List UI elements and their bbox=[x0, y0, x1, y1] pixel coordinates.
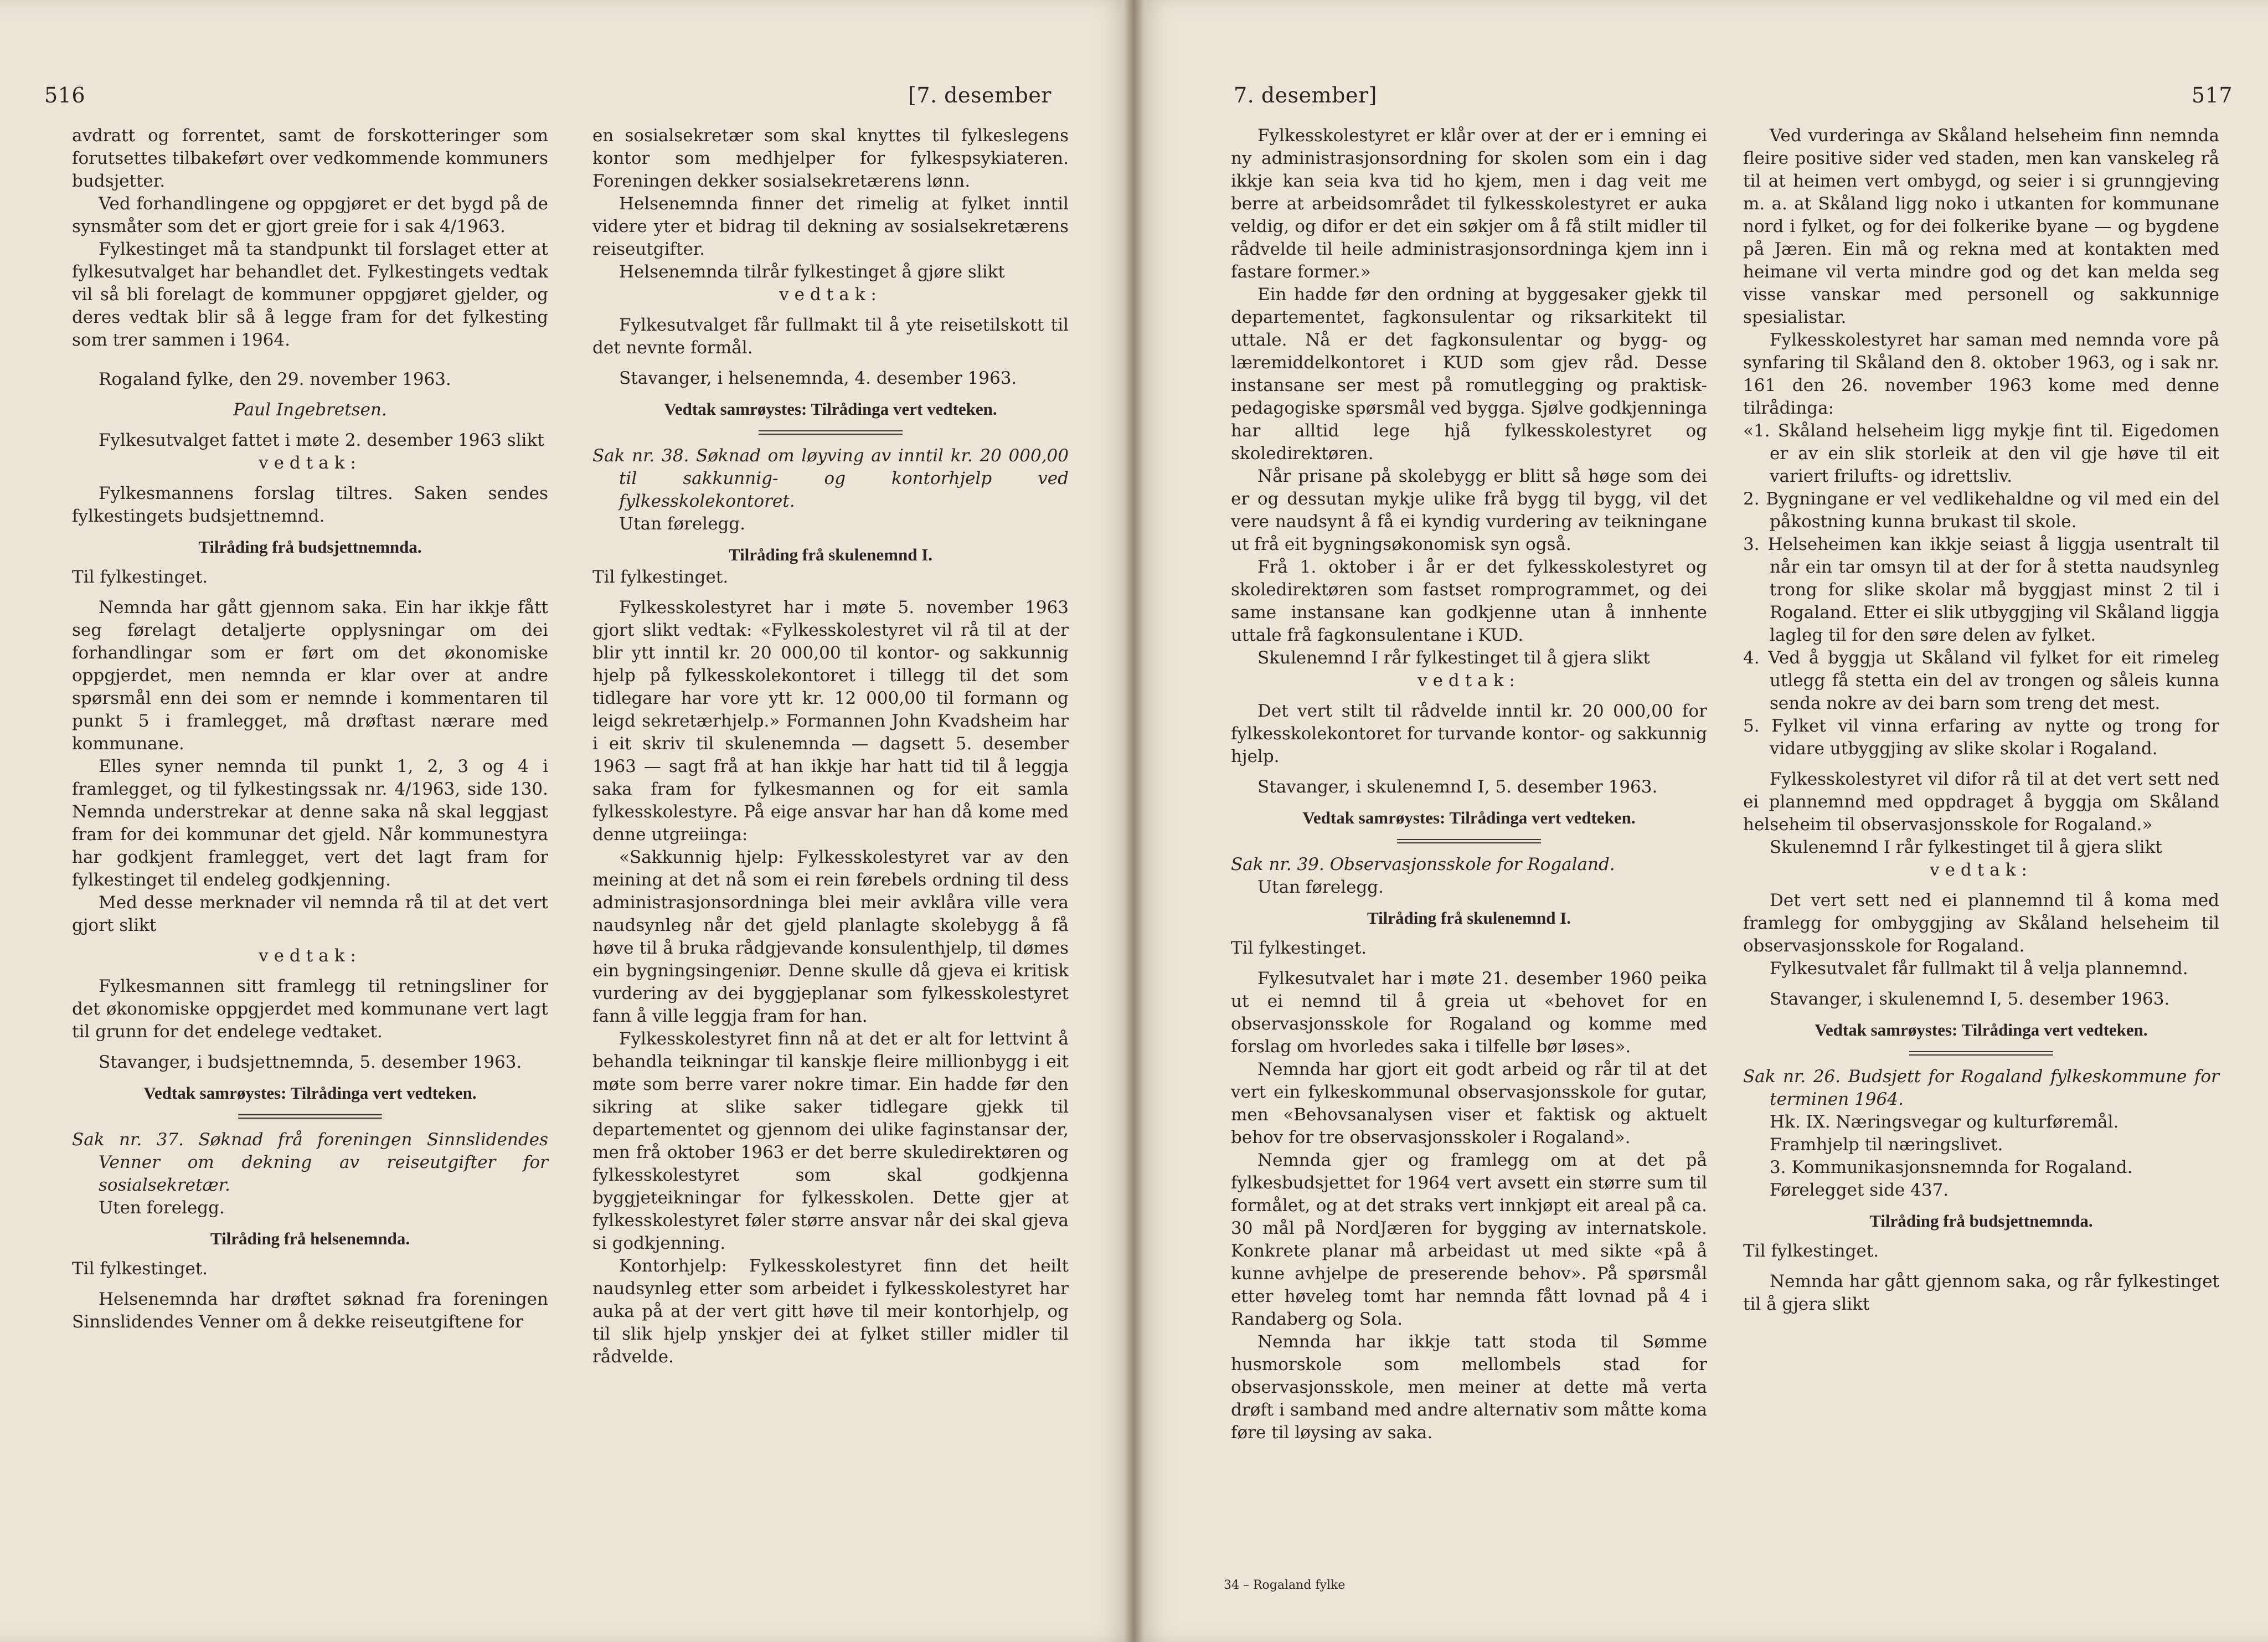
decision-line: Vedtak samrøystes: Tilrådinga vert vedteken. bbox=[1302, 808, 1636, 827]
running-head-left: [7. desember bbox=[908, 83, 1051, 107]
vedtak-heading: vedtak: bbox=[259, 453, 362, 473]
paragraph: Fylkesmannen sitt framlegg til retningsliner for det økonomiske oppgjerdet med kommunane vert lagt til grunn for det endelege vedtaket. bbox=[72, 976, 548, 1042]
section-heading: Tilråding frå helsenemnda. bbox=[210, 1229, 410, 1248]
paragraph: Framhjelp til næringslivet. bbox=[1770, 1135, 2003, 1155]
paragraph: Ein hadde før den ordning at byggesaker gjekk til departementet, fagkonsulentar og riksarkitekt til uttale. Nå er det fagkonsulentar og bygg- og læremiddelkontoret i KUD som gjev råd. Desse instansane ser mest på romutlegging og praktisk-pedagogiske spørsmål ved bygga. Sjølve godkjenninga har alltid lege hjå fylkesskolestyret og skoledirektøren. bbox=[1231, 285, 1707, 464]
list-item: «1. Skåland helseheim ligg mykje fint til. Eigedomen er av ein slik storleik at den vil gje høve til eit variert frilufts- og idrettsliv. bbox=[1743, 421, 2219, 486]
paragraph: Fylkesutvalet har i møte 21. desember 1960 peika ut ei nemnd til å greia ut «behovet for en observasjonsskole for Rogaland og komme med forslag om hvorledes saka i tilfelle bør løses». bbox=[1231, 969, 1707, 1057]
list-item: 5. Fylket vil vinna erfaring av nytte og trong for vidare utbyggjing av slike skolar i Rogaland. bbox=[1743, 716, 2219, 759]
decision-line: Vedtak samrøystes: Tilrådinga vert vedteken. bbox=[664, 399, 997, 419]
paragraph: Skulenemnd I rår fylkestinget til å gjera slikt bbox=[1770, 837, 2162, 857]
divider bbox=[1397, 839, 1541, 843]
paragraph: Frå 1. oktober i år er det fylkesskolestyret og skoledirektøren som fastset romprogrammet, og dei same instansane kan godkjenne utan å innhente uttale frå fagkonsulentane i KUD. bbox=[1231, 557, 1707, 645]
place-date: Stavanger, i skulenemnd I, 5. desember 1963. bbox=[1257, 777, 1658, 797]
paragraph: Fylkesskolestyret har i møte 5. november 1963 gjort slikt vedtak: «Fylkesskolestyret vil rå til at der blir ytt inntil kr. 20 000,00 til kontor- og sakkunnig hjelp på fylkesskolekontoret i tillegg til det som tidlegare har vore ytt kr. 12 000,00 til formann og leigd sekretærhjelp.» Formannen John Kvadsheim har i eit skriv til skulenemnda — dagsett 5. desember 1963 — sagt frå at han ikkje har hatt tid til å leggja saka fram for fylkesmannen og for eit samla fylkesskolestyre. På eige ansvar har han då kome med denne utgreiinga: bbox=[592, 598, 1069, 845]
paragraph: Ved forhandlingene og oppgjøret er det bygd på de synsmåter som det er gjort greie for i sak 4/1963. bbox=[72, 194, 548, 236]
case-title: Sak nr. 37. Søknad frå foreningen Sinnslidendes Venner om dekning av reiseutgifter for sosialsekretær. bbox=[72, 1130, 548, 1195]
paragraph: «Sakkunnig hjelp: Fylkesskolestyret var av den meining at det nå som ei rein førebels ordning til dess administrasjonsordninga blei meir avklåra ville vera naudsynleg når det gjeld planlagte skolebygg å få høve til å bruka rådgjevande konsulenthjelp, til dømes ein bygningsingeniør. Denne skulle då gjeva ei kritisk vurdering av dei byggjeplanar som fylkesskolestyret fann å ville leggja fram for han. bbox=[592, 847, 1069, 1026]
paragraph: Nemnda har gått gjennom saka. Ein har ikkje fått seg førelagt detaljerte opplysningar om dei forhandlingar som er ført om det økonomiske oppgjerdet, men nemnda er klar over at andre spørsmål enn dei som er nemnde i kommentaren til punkt 5 i framlegget, må drøftast nærare med kommunane. bbox=[72, 598, 548, 754]
place-date: Stavanger, i helsenemnda, 4. desember 1963. bbox=[619, 368, 1017, 388]
paragraph: Fylkesmannens forslag tiltres. Saken sendes fylkestingets budsjettnemnd. bbox=[72, 483, 548, 526]
paragraph: Utan førelegg. bbox=[619, 514, 745, 534]
page-number-left: 516 bbox=[44, 83, 86, 107]
paragraph: avdratt og forrentet, samt de forskotteringer som forutsettes tilbakeført over vedkommende kommuners budsjetter. bbox=[72, 126, 548, 191]
page-number-right: 517 bbox=[2192, 83, 2233, 107]
list-item: 4. Ved å byggja ut Skåland vil fylket for eit rimeleg utlegg få stetta ein del av trongen og såleis kunna senda nokre av dei barn som treng det mest. bbox=[1743, 648, 2219, 713]
paragraph: Skulenemnd I rår fylkestinget til å gjera slikt bbox=[1257, 648, 1650, 668]
list-item: 2. Bygningane er vel vedlikehaldne og vil med ein del påkostning kunna brukast til skole. bbox=[1743, 489, 2219, 532]
paragraph: Nemnda har ikkje tatt stoda til Sømme husmorskole som mellombels stad for observasjonsskole, men meiner at dette må verta drøft i samband med andre alternativ som måtte koma føre til løysing av saka. bbox=[1231, 1332, 1707, 1443]
paragraph: en sosialsekretær som skal knyttes til fylkeslegens kontor som medhjelper for fylkespsykiateren. Foreningen dekker sosialsekretærens lønn. bbox=[592, 126, 1069, 191]
paragraph: Utan førelegg. bbox=[1257, 877, 1384, 897]
section-heading: Tilråding frå budsjettnemnda. bbox=[198, 537, 422, 557]
addressee: Til fylkestinget. bbox=[1743, 1241, 1879, 1261]
paragraph: Helsenemnda finner det rimelig at fylket inntil videre yter et bidrag til dekning av sosialsekretærens reiseutgifter. bbox=[592, 194, 1069, 259]
paragraph: Helsenemnda har drøftet søknad fra foreningen Sinnslidendes Venner om å dekke reiseutgiftene for bbox=[72, 1289, 548, 1332]
case-title: Sak nr. 38. Søknad om løyving av inntil kr. 20 000,00 til sakkunnig- og kontorhjelp ved fylkesskolekontoret. bbox=[592, 446, 1069, 511]
section-heading: Tilråding frå budsjettnemnda. bbox=[1869, 1211, 2093, 1231]
addressee: Til fylkestinget. bbox=[1231, 938, 1367, 958]
column-2 bbox=[592, 125, 1069, 1368]
book-gutter bbox=[1124, 0, 1144, 1642]
paragraph: Nemnda har gjort eit godt arbeid og rår til at det vert ein fylkeskommunal observasjonsskole for gutar, men «Behovsanalysen viser et faktisk og aktuelt behov for tre observasjonsskoler i Rogaland». bbox=[1231, 1059, 1707, 1147]
paragraph: Nemnda gjer og framlegg om at det på fylkesbudsjettet for 1964 vert avsett ein større sum til formålet, og at det straks vert innkjøpt eit areal på ca. 30 mål på NordJæren for bygging av internatskole. Konkrete planar må arbeidast ut med sikte «på å kunne avhjelpe de preserende behov». På spørsmål etter høveleg tomt har nemnda fått lovnad på 4 i Randaberg og Sola. bbox=[1231, 1150, 1707, 1329]
case-title: Sak nr. 26. Budsjett for Rogaland fylkeskommune for terminen 1964. bbox=[1743, 1067, 2219, 1109]
place-date: Stavanger, i budsjettnemnda, 5. desember 1963. bbox=[99, 1052, 522, 1072]
paragraph: Når prisane på skolebygg er blitt så høge som dei er og dessutan mykje ulike frå bygg til bygg, vil det vere naudsynt å få ei kyndig vurdering av teikningane ut frå eit bygningsøkonomisk syn også. bbox=[1231, 466, 1707, 554]
decision-line: Vedtak samrøystes: Tilrådinga vert vedteken. bbox=[143, 1083, 477, 1103]
divider bbox=[238, 1114, 382, 1119]
paragraph: Fylkesutvalget fattet i møte 2. desember 1963 slikt bbox=[99, 430, 544, 450]
divider bbox=[1909, 1051, 2053, 1056]
place-date: Stavanger, i skulenemnd I, 5. desember 1963. bbox=[1770, 989, 2170, 1009]
column-1 bbox=[72, 125, 548, 1334]
decision-line: Vedtak samrøystes: Tilrådinga vert vedteken. bbox=[1815, 1020, 2148, 1039]
column-3 bbox=[1231, 125, 1707, 1444]
vedtak-heading: vedtak: bbox=[259, 946, 362, 966]
signature: Paul Ingebretsen. bbox=[233, 400, 387, 420]
paragraph: Ved vurderinga av Skåland helseheim finn nemnda fleire positive sider ved staden, men kan vanskeleg rå til at heimen vert ombygd, og seier i si grunngjeving m. a. at Skåland ligg noko i utkanten for kommunane nord i fylket, og for dei folkerike byane — og bygdene på Jæren. Ein må og rekna med at kontakten med heimane vil verta mindre god og det kan melda seg visse vanskar med personell og sakkunnige spesialistar. bbox=[1743, 126, 2219, 327]
divider bbox=[759, 430, 903, 435]
paragraph: Førelegget side 437. bbox=[1770, 1180, 1949, 1200]
right-page bbox=[1134, 0, 2268, 1642]
paragraph: Kontorhjelp: Fylkesskolestyret finn det heilt naudsynleg etter som arbeidet i fylkesskolestyret har auka på at der vert gitt høve til meir kontorhjelp, og til slik hjelp ynskjer dei at fylket stiller midler til rådvelde. bbox=[592, 1256, 1069, 1367]
section-heading: Tilråding frå skulenemnd I. bbox=[1367, 908, 1571, 928]
paragraph: Fylkestinget må ta standpunkt til forslaget etter at fylkesutvalget har behandlet det. Fylkestingets vedtak vil så bli forelagt de kommuner oppgjøret gjelder, og deres vedtak blir så å legge fram for det fylkesting som trer sammen i 1964. bbox=[72, 239, 548, 350]
paragraph: Det vert sett ned ei plannemnd til å koma med framlegg for ombyggjing av Skåland helseheim til observasjonsskole for Rogaland. bbox=[1743, 891, 2219, 956]
paragraph: Helsenemnda tilrår fylkestinget å gjøre slikt bbox=[619, 262, 1005, 282]
vedtak-heading: vedtak: bbox=[779, 285, 882, 305]
paragraph: Fylkesutvalget får fullmakt til å yte reisetilskott til det nevnte formål. bbox=[592, 315, 1069, 358]
paragraph: Hk. IX. Næringsvegar og kulturføremål. bbox=[1770, 1112, 2119, 1132]
paragraph: 3. Kommunikasjonsnemnda for Rogaland. bbox=[1770, 1157, 2133, 1177]
paragraph: Fylkesutvalet får fullmakt til å velja plannemnd. bbox=[1770, 959, 2188, 979]
running-head-right: 7. desember] bbox=[1234, 83, 1377, 107]
vedtak-heading: vedtak: bbox=[1418, 671, 1520, 691]
addressee: Til fylkestinget. bbox=[72, 1259, 208, 1279]
paragraph: Fylkesskolestyret finn nå at det er alt for lettvint å behandla teikningar til kanskje fleire millionbygg i eit møte som berre varer nokre timar. Ein hadde før den sikring at slike saker tidlegare gjekk til departementet og gjennom dei ulike faginstansar der, men frå oktober 1963 er det berre skuledirektøren og fylkesskolestyret som skal godkjenna byggjeteikningar for fylkesskolen. Dette gjer at fylkesskolestyret føler større ansvar når dei skal gjeva si godkjenning. bbox=[592, 1029, 1069, 1253]
list-item: 3. Helseheimen kan ikkje seiast å liggja usentralt til når ein tar omsyn til at der for å stetta naudsynleg trong for slike skolar må byggjast minst 2 til i Rogaland. Etter ei slik utbyggjing vil Skåland liggja lagleg til for den søre delen av fylket. bbox=[1743, 534, 2219, 645]
paragraph: Uten forelegg. bbox=[99, 1198, 225, 1218]
addressee: Til fylkestinget. bbox=[72, 567, 208, 587]
page-footer: 34 – Rogaland fylke bbox=[1224, 1578, 1346, 1592]
paragraph: Elles syner nemnda til punkt 1, 2, 3 og 4 i framlegget, og til fylkestingssak nr. 4/1963, side 130. Nemnda understrekar at denne saka nå skal leggjast fram for dei kommunar det gjeld. Når kommunestyra har godkjent framlegget, vert det lagt fram for fylkestinget til endeleg godkjenning. bbox=[72, 756, 548, 890]
case-title: Sak nr. 39. Observasjonsskole for Rogaland. bbox=[1231, 855, 1615, 874]
paragraph: Nemnda har gått gjennom saka, og rår fylkestinget til å gjera slikt bbox=[1743, 1272, 2219, 1314]
addressee: Til fylkestinget. bbox=[592, 567, 729, 587]
section-heading: Tilråding frå skulenemnd I. bbox=[728, 545, 933, 564]
paragraph: Fylkesskolestyret er klår over at der er i emning ei ny administrasjonsordning for skolen som ein i dag ikkje kan seia kva tid ho kjem, men i dag veit me berre at arbeidsområdet til fylkesskolestyret er auka veldig, og difor er det ein søkjer om å få stilt midler til rådvelde til heile administrasjonsordninga kjem inn i fastare former.» bbox=[1231, 126, 1707, 282]
place-date: Rogaland fylke, den 29. november 1963. bbox=[99, 369, 451, 389]
paragraph: Det vert stilt til rådvelde inntil kr. 20 000,00 for fylkesskolekontoret for turvande kontor- og sakkunnig hjelp. bbox=[1231, 701, 1707, 766]
column-4 bbox=[1743, 125, 2219, 1316]
paragraph: Fylkesskolestyret har saman med nemnda vore på synfaring til Skåland den 8. oktober 1963, og i sak nr. 161 den 26. november 1963 kome med denne tilrådinga: bbox=[1743, 330, 2219, 418]
paragraph: Med desse merknader vil nemnda rå til at det vert gjort slikt bbox=[72, 893, 548, 935]
vedtak-heading: vedtak: bbox=[1930, 860, 2033, 880]
paragraph: Fylkesskolestyret vil difor rå til at det vert sett ned ei plannemnd med oppdraget å byggja om Skåland helseheim til observasjonsskole for Rogaland.» bbox=[1743, 769, 2219, 835]
